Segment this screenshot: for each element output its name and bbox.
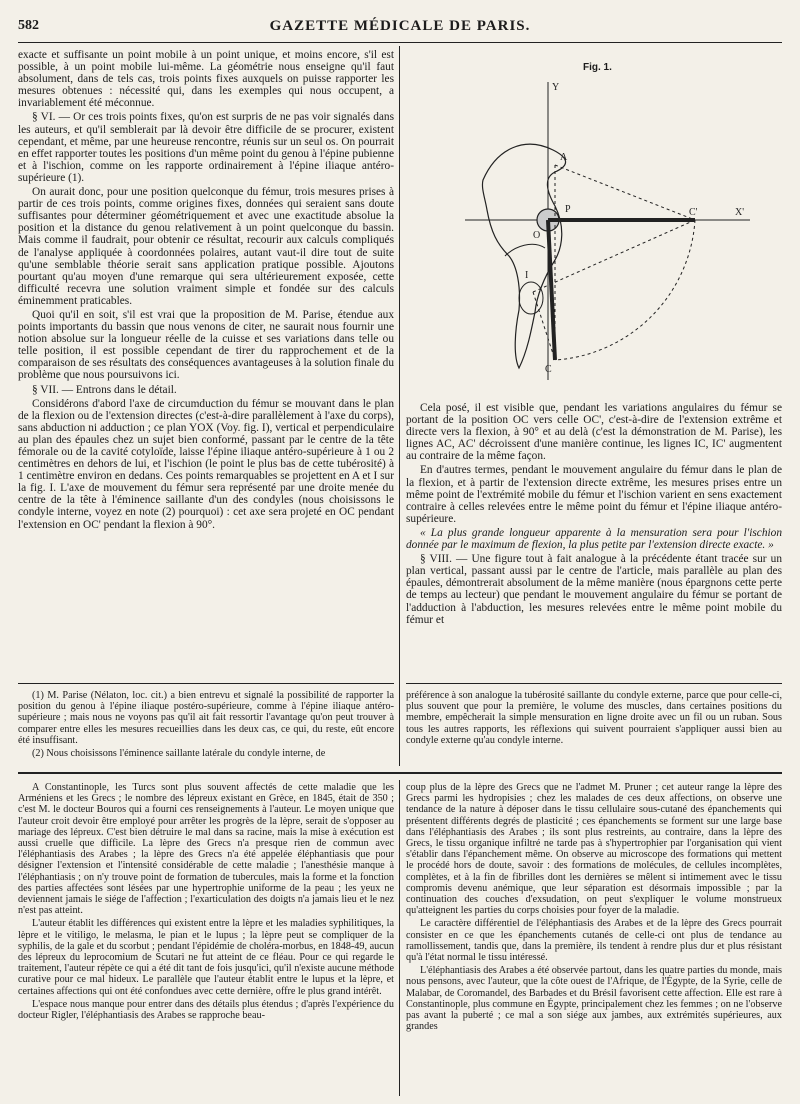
- label-o: O: [533, 230, 541, 241]
- footnote-continuation: préférence à son analogue la tubérosité saillante du condyle externe, parce que pour celle-ci, plus souvent que pour la première, le volume des muscles, dans certaines positions du membre, empêcherait la simple mensuration en ligne droite avec un fil ou un ruban. Sous tous les autres rapports, les réflexions qui suivent pourraient s'appliquer aussi bien au condyle externe qu'au condyle interne.: [406, 690, 782, 746]
- upper-right-column: [406, 402, 782, 628]
- paragraph: L'espace nous manque pour entrer dans des détails plus étendus ; d'après l'expérience du docteur Rigler, l'éléphantiasis des Arabes se rapproche beau-: [18, 998, 394, 1022]
- figure-1: [405, 60, 783, 400]
- footnote-rule-left: [18, 683, 394, 684]
- footnotes-right: [406, 690, 782, 748]
- footnote: (2) Nous choisissons l'éminence saillante latérale du condyle interne, de: [32, 748, 326, 760]
- footnotes-left: [18, 690, 394, 761]
- paragraph: On aurait donc, pour une position quelconque du fémur, trois mesures prises à partir de ces trois points, comme origines fixes, données qui seraient sans doute suffisantes pour déterminer géométriquement et avec une exactitude absolue la position et la distance du genou relativement à un point quelconque du bassin. Mais comme il faudrait, pour obtenir ce résultat, recourir aux calculs compliqués de l'analyse appliquée à coordonnées polaires, autant vaut-il dire tout de suite qu'une semblable théorie serait sans application pratique possible. Ajoutons pourtant qu'au moyen d'une remarque qui sera ultérieurement exposée, cette difficulté recevra une solution vraiment simple et fondée sur des calculs éminemment praticables.: [18, 186, 394, 307]
- label-a: A: [560, 152, 568, 163]
- footnote: (1) M. Parise (Nélaton, loc. cit.) a bien entrevu et signalé la possibilité de rapporter la position du genou à l'épine iliaque postéro-supérieure, comme à l'épine iliaque antéro-supérieure ; mais nous ne voyons pas qu'il ait fait ressortir l'avantage qu'on peut trouver à comparer entre elles les mesures recueillies dans les deux cas, ce qui, du reste, eût encore été insuffisant.: [18, 690, 394, 746]
- italic-quote: « La plus grande longueur apparente à la mensuration sera pour l'ischion donnée par le maximum de flexion, la plus petite par l'extension directe exacte. »: [406, 526, 782, 552]
- paragraph: A Constantinople, les Turcs sont plus souvent affectés de cette maladie que les Arméniens et les Grecs ; le nombre des lépreux existant en Grèce, en 1845, était de 350 ; c'est M. le docteur Bouros qui a fourni ces renseignements à l'auteur. Le moyen unique que l'auteur croit devoir être employé pour arrêter les progrès de la lèpre, serait de s'opposer au mariage des lépreux. C'est bien détruire le mal dans sa racine, mais la mise à exécution est aussi cruelle que difficile. La lèpre des Grecs n'a presque rien de commun avec l'éléphantiasis des Arabes ; la lèpre des Grecs n'a été appelée éléphantiasis que pour désigner l'extension et l'intensité considérable de cette maladie ; l'anesthésie manque à l'éléphantiasis ; on n'y trouve point de formation de tubercules, mais la forme et la fonction des parties affectées sont lésées par une hypertrophie uniforme de la peau ; les yeux ne deviennent jamais le siége de l'affection ; l'exarticulation des doigts n'a jamais lieu et le nez n'est pas atteint.: [18, 782, 394, 917]
- femur-diagram: [405, 60, 783, 400]
- bottom-right-column: [406, 782, 782, 1034]
- paragraph: Le caractère différentiel de l'éléphantiasis des Arabes et de la lèpre des Grecs pourrait consister en ce que les épanchements cutanés de celle-ci ont plus de tendance au ramollissement, tandis que, dans la première, ils tendent à rendre plus dur et plus résistant qu'à l'état normal le tissu intéressé.: [406, 918, 782, 964]
- page-header: [18, 18, 782, 40]
- paragraph: Quoi qu'il en soit, s'il est vrai que la proposition de M. Parise, étendue aux points importants du bassin que nous venons de citer, ne saurait nous fournir une notion absolue sur la longueur réelle de la cuisse et ses variations dans telle ou telle position, il est possible cependant de tirer du rapprochement et de la comparaison de ses résultats des conséquences avantageuses à la solution finale du problème que nous poursuivons ici.: [18, 308, 394, 382]
- paragraph: L'auteur établit les différences qui existent entre la lèpre et les maladies syphilitiques, la lèpre et le vitiligo, le melasma, le pian et le lupus ; la lèpre peut se compliquer de la syphilis, de la gale et du scorbut ; pendant l'épidémie de choléra-morbus, en 1848-49, aucun des lépreux du leprocomium de Scutari ne fut atteint de ce fléau. Pour ce qui regarde le traitement, l'auteur répète ce qui a été dit tant de fois jusqu'ici, qu'il n'existe aucune méthode curative pour ce mal hideux. Le parallèle que l'auteur établit entre le lupus et la lèpre, et certaines affections qui ont été confondues avec cette dernière, offre le plus grand intérêt.: [18, 918, 394, 997]
- bottom-left-column: [18, 782, 394, 1023]
- page-number: 582: [18, 18, 39, 33]
- section-eight: § VIII. — Une figure tout à fait analogue à la précédente étant tracée sur un plan vertical, passant aussi par le centre de l'article, mais parallèle au plan des épaules, démontrerait absolument de la même manière (nous épargnons cette perte de temps au lecteur) que pendant le mouvement angulaire du fémur se portant de l'adduction à l'abduction, les mesures relevées entre le même point mobile du fémur et: [406, 553, 782, 626]
- footnote-rule-right: [406, 683, 782, 684]
- label-p: P: [565, 204, 571, 215]
- section-separator: [18, 772, 782, 774]
- label-c-prime: C': [689, 207, 698, 218]
- paragraph: coup plus de la lèpre des Grecs que ne l'admet M. Pruner ; cet auteur range la lèpre des Grecs parmi les hydropisies ; chez les malades de ces deux affections, on observe une tendance de la nature à déposer dans le tissu cellulaire sous-cutané des épanchements qui présentent différents degrés de plasticité ; ces épanchements se forment sur une large base dans l'éléphantiasis des Arabes ; ils sont plus restreints, au contraire, dans la lèpre des Grecs, le tissu organique infiltré ne tarde pas à s'hypertrophier par l'organisation qui vient s'établir dans l'épanchement même. On observe au microscope des formations qui mettent le procédé hors de doute, savoir : des formations de molécules, de cellules incomplètes, complètes, et à la fin de fibrilles dont les dernières se mêlent si intimement avec le tissu compromis devenu anémique, que leur séparation est désormais impossible ; par la continuation des couches d'exsudation, on peut s'expliquer le volume monstrueux qu'atteignent les parties du corps choisies pour foyer de la maladie.: [406, 782, 782, 917]
- paragraph: exacte et suffisante un point mobile à un point unique, et moins encore, s'il est possible, à un point mobile lui-même. La géométrie nous enseigne qu'il faut absolument, dans de tels cas, trois points fixes auxquels on puisse rapporter les mesures obtenues : nécessité qui, dans les exemples qui nous occupent, a invariablement été méconnue.: [18, 49, 394, 110]
- column-divider: [399, 46, 400, 766]
- paragraph: L'éléphantiasis des Arabes a été observée partout, dans les quatre parties du monde, mais nous pensons, avec l'auteur, que la côte ouest de l'Afrique, de l'Égypte, de la Syrie, celle de Malabar, de Coromandel, des Barbades et du Brésil favorisent cette affection. Elle est rare à Constantinople, plus commune en Égypte, principalement chez les femmes ; on ne l'observe pas avant la puberté ; ce mal a son siége aux jambes, aux extrémités supérieures, aux grandes: [406, 965, 782, 1033]
- paragraph: Considérons d'abord l'axe de circumduction du fémur se mouvant dans le plan de la flexion ou de l'extension directes (c'est-à-dire parallèlement à l'axe du corps), sans abduction ni adduction ; ce plan YOX (Voy. fig. I), vertical et perpendiculaire au plan des épaules chez un sujet bien conformé, passant par le centre de la tête fémorale ou de la cavité cotyloïde, laisse l'épine iliaque antéro-supérieure à 1 ou 2 centimètres en dehors de lui, et l'ischion (le point le plus bas de cette tubérosité) à 1 centimètre environ en dedans. Ces points remarquables se projettent en A et I sur la fig. I. L'axe de mouvement du fémur sera représenté par une droite menée du centre de la tête à l'éminence saillante d'un des condyles (nous choisissons le condyle interne, voyez en note (2) pourquoi) : cet axe sera projeté en OC pendant l'extension en OC' pendant la flexion à 90°.: [18, 397, 394, 531]
- bottom-column-divider: [399, 780, 400, 1096]
- label-y: Y: [552, 82, 560, 93]
- header-rule: [18, 42, 782, 43]
- upper-left-column: [18, 49, 394, 533]
- figure-caption: Fig. 1.: [583, 62, 612, 73]
- paragraph: Cela posé, il est visible que, pendant les variations angulaires du fémur se portant de la position OC vers celle OC', c'est-à-dire de l'extension extrême et directe vers la flexion, à 90° et au delà (c'est la démonstration de M. Parise), les lignes AC, AC' décroissent d'une manière continue, les lignes IC, IC' augmentent au contraire de la même façon.: [406, 402, 782, 463]
- paragraph: En d'autres termes, pendant le mouvement angulaire du fémur dans le plan de la flexion, et à partir de l'extension directe extrême, les mesures prises entre un même point de l'extrémité mobile du fémur et l'ischion varient en sens exactement contraire à celles relevées entre le même point du fémur et l'épine iliaque antéro-supérieure.: [406, 464, 782, 525]
- label-c: C: [545, 364, 552, 375]
- label-i: I: [525, 270, 529, 281]
- section-six: § VI. — Or ces trois points fixes, qu'on est surpris de ne pas voir signalés dans les auteurs, et qu'il semblerait par là devoir être difficile de se procurer, existent cependant, et même, par une heureuse rencontre, réunis sur un seul os. On pourrait en effet rapporter toutes les positions d'un même point du genou à l'épine pubienne et à l'ischion, comme on les rapporte ordinairement à l'épine iliaque antéro-supérieure (1).: [18, 111, 394, 184]
- journal-title: GAZETTE MÉDICALE DE PARIS.: [269, 18, 531, 34]
- label-x: X': [735, 207, 745, 218]
- section-seven: § VII. — Entrons dans le détail.: [32, 383, 177, 396]
